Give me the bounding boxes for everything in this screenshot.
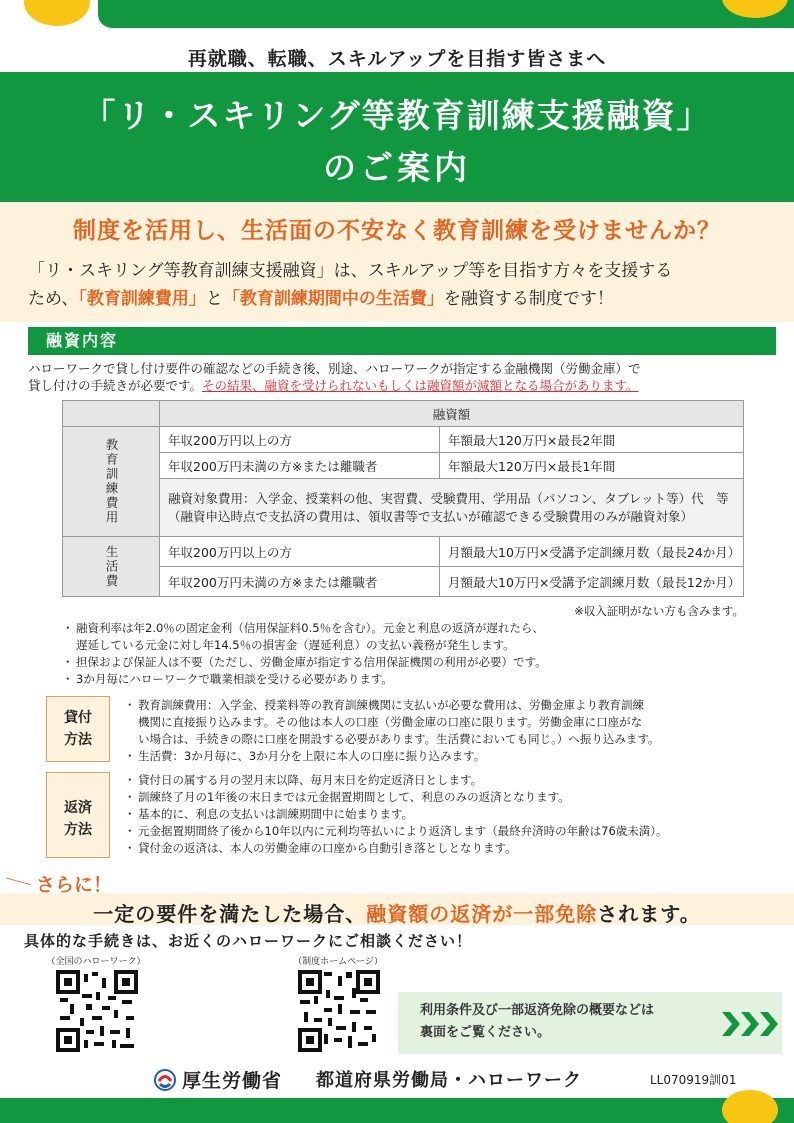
- ministry-logo-icon: [154, 1069, 176, 1091]
- back-note-line2: 裏面をご覧ください。: [420, 1025, 551, 1040]
- repayment-label-line1: 返済: [64, 800, 92, 816]
- list-item: ・ 貸付日の属する月の翌月末以降、毎月末日を約定返済日とします。: [124, 772, 764, 789]
- list-item: ・ 貸付金の返済は、本人の労働金庫の口座から自動引き落としとなります。: [124, 840, 764, 857]
- intro-line2b: と: [205, 289, 223, 309]
- list-item: ・ 担保および保証人は不要（ただし、労働金庫が指定する信用保証機関の利用が必要）です。: [62, 654, 762, 671]
- lending-label-line2: 方法: [64, 732, 92, 748]
- qr-code-icon[interactable]: [298, 970, 380, 1052]
- repayment-method-label: [46, 772, 110, 858]
- intro-question: 制度を活用し、生活面の不安なく教育訓練を受けませんか？: [73, 218, 721, 244]
- bureau-name: 都道府県労働局・ハローワーク: [316, 1070, 582, 1091]
- list-item: ・ 元金据置期間終了後から10年以内に元利均等払いにより返済します（最終弁済時の年齢は76歳未満）。: [124, 823, 764, 840]
- lending-label-line1: 貸付: [64, 710, 92, 726]
- back-note-line1: 利用条件及び一部返済免除の概要などは: [420, 1003, 655, 1018]
- main-title: 「リ・スキリング等教育訓練支援融資」: [82, 96, 712, 135]
- bottom-right-decoration: [722, 1090, 778, 1123]
- lending-method-list: [124, 697, 764, 765]
- list-item: ・ 融資利率は年2.0％の固定金利（信用保証料0.5％を含む）。元金と利息の返済が遅れたら、: [62, 620, 762, 637]
- table-header: 融資額: [160, 401, 744, 427]
- section-description: [28, 360, 776, 394]
- table-row: [63, 427, 744, 453]
- qr-code-icon[interactable]: [56, 970, 138, 1052]
- amount-cell: 月額最大10万円×受講予定訓練月数（最長24か月）: [440, 537, 744, 567]
- chevron-right-icon: [722, 1010, 782, 1038]
- ministry-name: 厚生労働省: [182, 1070, 283, 1092]
- amount-cell: 年額最大120万円×最長2年間: [440, 427, 744, 453]
- back-page-note: [420, 1000, 710, 1044]
- exemption-statement: [0, 898, 794, 927]
- desc-line2: 貸し付けの手続きが必要です。: [28, 378, 203, 393]
- audience-subtitle: 再就職、転職、スキルアップを目指す皆さまへ: [187, 48, 607, 70]
- list-item: ・ 教育訓練費用：入学金、授業料等の教育訓練機関に支払いが必要な費用は、労働金庫より教育訓練: [124, 697, 764, 714]
- section-heading-loan: 融資内容: [28, 327, 776, 355]
- exemption-text-a: 一定の要件を満たした場合、: [93, 902, 367, 926]
- top-left-decoration: [24, 0, 90, 26]
- exemption-text-b: されます。: [597, 902, 701, 926]
- document-code: LL070919訓01: [650, 1073, 737, 1087]
- table-row: [63, 479, 744, 537]
- eligible-cost-note-line2: （融資申込時点で支払済の費用は、領収書等で支払いが確認できる受験費用のみが融資対象）: [168, 508, 694, 524]
- condition-cell: 年収200万円未満の方※または離職者: [160, 567, 440, 597]
- intro-line2a: ため、: [28, 289, 79, 309]
- group-label-living-cost: 生活費: [63, 537, 160, 597]
- list-item: ・ 3か月毎にハローワークで職業相談を受ける必要があります。: [62, 671, 762, 688]
- repayment-method-list: [124, 772, 764, 857]
- condition-cell: 年収200万円以上の方: [160, 537, 440, 567]
- table-header-row: [63, 401, 744, 427]
- list-item-continuation: 機関に直接振り込みます。その他は本人の口座（労働金庫の口座に限ります。労働金庫に口座がな: [138, 715, 643, 729]
- lending-method-label: [46, 696, 110, 762]
- highlight-living-cost: 「教育訓練期間中の生活費」: [222, 289, 444, 309]
- intro-line1: 「リ・スキリング等教育訓練支援融資」は、スキルアップ等を目指す方々を支援する: [28, 261, 673, 281]
- title-banner: [0, 72, 794, 202]
- bottom-green-bar: [0, 1098, 794, 1123]
- intro-text: [28, 257, 778, 313]
- loan-table: [62, 400, 744, 597]
- consult-text: 具体的な手続きは、お近くのハローワークにご相談ください！: [24, 932, 473, 950]
- further-lead: さらに！: [36, 874, 113, 896]
- eligible-cost-note-line1: 融資対象費用：入学金、授業料の他、実習費、受験費用、学用品（パソコン、タブレット等）代 等: [168, 490, 729, 506]
- accent-mark-left: ＼: [4, 866, 34, 898]
- table-row: [63, 453, 744, 479]
- top-green-bar: [98, 0, 794, 28]
- desc-warning: その結果、融資を受けられないもしくは融資額が減額となる場合があります。: [202, 378, 639, 393]
- condition-cell: 年収200万円未満の方※または離職者: [160, 453, 440, 479]
- intro-line2c: を融資する制度です！: [443, 289, 614, 309]
- exemption-highlight: 融資額の返済が一部免除: [366, 902, 598, 926]
- repayment-label-line2: 方法: [64, 822, 92, 838]
- list-item: ・ 生活費：3か月毎に、3か月分を上限に本人の口座に振り込みます。: [124, 748, 764, 765]
- table-footnote: ※収入証明がない方も含みます。: [574, 604, 744, 618]
- table-row: [63, 537, 744, 567]
- list-item: ・ 訓練終了月の1年後の末日までは元金据置期間として、利息のみの返済となります。: [124, 789, 764, 806]
- main-title-sub: のご案内: [323, 148, 471, 187]
- amount-cell: 年額最大120万円×最長1年間: [440, 453, 744, 479]
- list-item-continuation: 遅延している元金に対し年14.5％の損害金（遅延利息）の支払い義務が発生します。: [76, 638, 515, 652]
- table-row: [63, 567, 744, 597]
- eligible-cost-note: [160, 479, 744, 537]
- amount-cell: 月額最大10万円×受講予定訓練月数（最長12か月）: [440, 567, 744, 597]
- highlight-training-cost: 「教育訓練費用」: [78, 289, 206, 309]
- list-item-continuation: い場合は、手続きの際に口座を開設する必要があります。生活費においても同じ。）へ振り込みます。: [138, 732, 660, 746]
- group-label-training-cost: 教育訓練費用: [63, 427, 160, 537]
- qr-label-system: （制度ホームページ）: [293, 957, 383, 967]
- list-item: ・ 基本的に、利息の支払いは訓練期間中に始まります。: [124, 806, 764, 823]
- qr-label-hellowork: （全国のハローワーク）: [46, 957, 146, 967]
- desc-line1: ハローワークで貸し付け要件の確認などの手続き後、別途、ハローワークが指定する金融機関（労働金庫）で: [28, 361, 641, 376]
- loan-terms-list: [62, 620, 762, 688]
- condition-cell: 年収200万円以上の方: [160, 427, 440, 453]
